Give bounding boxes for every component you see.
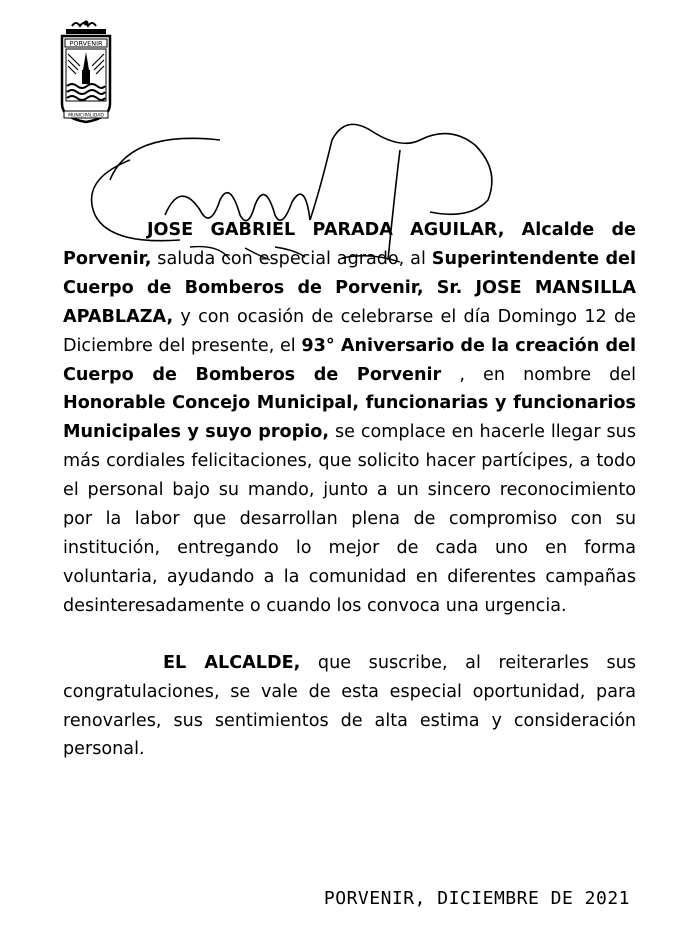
letter-body <box>63 216 636 764</box>
recipient-name: Superintendente del Cuerpo de Bomberos de Porvenir, Sr. JOSE MANSILLA APABLAZA, <box>63 248 637 327</box>
congratulations-text: se complace en hacerle llegar sus más cordiales felicitaciones, que solicito hacer partícipes, a todo el personal bajo su mando, junto a un sincero reconocimiento por la labor que desarrollan plena de compromiso con su institución, entregando lo mejor de cada uno en forma voluntaria, ayudando a la comunidad en diferentes campañas desinteresadamente o cuando los convoca una urgencia. <box>63 422 636 616</box>
council-text: Honorable Concejo Municipal, funcionarias y funcionarios Municipales y suyo propio, <box>63 393 636 443</box>
dateline: PORVENIR, DICIEMBRE DE 2021 <box>323 888 630 909</box>
paragraph-closing <box>63 649 636 765</box>
crest-footer-text: MUNICIPALIDAD <box>68 113 104 119</box>
anniversary-text: 93° Aniversario de la creación del Cuerpo de Bomberos de Porvenir <box>63 335 636 385</box>
on-behalf-text: , en nombre del <box>441 364 636 385</box>
paragraph-greeting <box>63 216 636 621</box>
sender-name-title: JOSE GABRIEL PARADA AGUILAR, Alcalde de Porvenir, <box>63 220 636 269</box>
occasion-text: y con ocasión de celebrarse el día Domingo 12 de Diciembre del presente, el <box>63 306 636 356</box>
crest-banner-text: PORVENIR <box>69 39 103 48</box>
municipal-crest-icon <box>56 18 116 128</box>
greeting-text: saluda con especial agrado, al <box>151 248 432 269</box>
closing-text: que suscribe, al reiterarles sus congratulaciones, se vale de esta especial oportunidad, para renovarles, sus sentimientos de alta estima y consideración personal. <box>63 652 637 760</box>
closing-mayor-label: EL ALCALDE, <box>163 652 301 673</box>
